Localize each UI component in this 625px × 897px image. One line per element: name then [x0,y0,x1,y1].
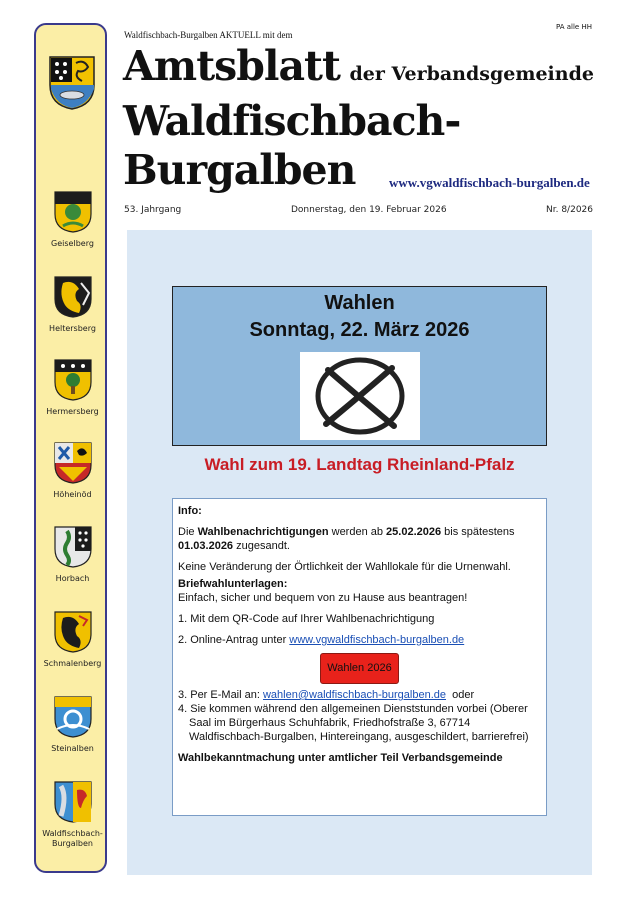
title-line-2: Waldfischbach- [123,97,461,145]
hoeheinoed-crest-icon [53,441,93,485]
volume-label: 53. Jahrgang [124,205,182,215]
ballot-cross-icon [300,352,420,440]
list-item-qr: 1. Mit dem QR-Code auf Ihrer Wahlbenachrichtigung [178,613,435,625]
municipality-heltersberg [36,275,109,334]
info-paragraph-notification [178,525,541,553]
election-heading [173,290,546,344]
list-item-in-person: 4. Sie kommen während den allgemeinen Dienststunden vorbei (Oberer Saal im Bürgerhaus Schuhfabrik, Friedhofstraße 3, 67714 Waldfischbach-Burgalben, Hintereingang, ausgeschildert, barrierefrei) [178,703,529,743]
text: 2. Online-Antrag unter [178,634,290,646]
issue-number: Nr. 8/2026 [546,205,593,215]
municipality-name: Steinalben [51,744,94,753]
email-link[interactable]: wahlen@waldfischbach-burgalben.de [262,689,446,701]
pa-note: PA alle HH [555,23,592,31]
masthead-title [123,42,594,90]
municipality-name: Höheinöd [53,490,92,499]
ballot-image [300,352,420,440]
text: 3. Per E-Mail an: [178,689,263,701]
text: werden ab [328,526,387,538]
header-top-line: Waldfischbach-Burgalben AKTUELL mit dem [124,30,293,40]
municipality-name: Hermersberg [46,407,99,416]
election-subtitle: Wahl zum 19. Landtag Rheinland-Pfalz [204,455,515,474]
list-item-email [178,688,541,702]
text-bold: 25.02.2026 [386,526,442,538]
municipality-waldfischbach-burgalben [36,780,109,849]
municipality-hermersberg [36,358,109,417]
municipality-name: Horbach [55,574,90,583]
sidebar-municipalities [34,23,107,873]
steinalben-crest-icon [53,695,93,739]
text: bis spätestens [441,526,515,538]
municipality-steinalben [36,695,109,754]
info-label: Info: [178,505,202,517]
election-heading-line2: Sonntag, 22. März 2026 [249,319,470,341]
info-box [172,498,547,816]
municipality-name: Heltersberg [49,324,96,333]
schmalenberg-crest-icon [53,610,93,654]
title-verbandsgemeinde: der Verbandsgemeinde [349,63,594,85]
text-bold: Wahlbenachrichtigungen [197,526,329,538]
website-link[interactable]: www.vgwaldfischbach-burgalben.de [389,175,590,190]
text: oder [446,689,475,701]
municipality-hoeheinoed [36,441,109,500]
info-paragraph-locations: Keine Veränderung der Örtlichkeit der Wahllokale für die Urnenwahl. [178,561,511,573]
horbach-crest-icon [53,525,93,569]
list-item-online [178,633,541,647]
election-heading-line1: Wahlen [324,292,395,314]
info-footer: Wahlbekanntmachung unter amtlicher Teil Verbandsgemeinde [178,752,503,764]
wahlen-2026-button[interactable]: Wahlen 2026 [320,653,399,684]
municipality-name: Waldfischbach- Burgalben [42,829,103,848]
municipality-name: Geiselberg [51,239,94,248]
title-line-3: Burgalben [123,146,356,194]
text: Die [178,526,198,538]
issue-date: Donnerstag, den 19. Februar 2026 [291,205,447,215]
election-banner [172,286,547,446]
geiselberg-crest-icon [53,190,93,234]
municipality-horbach [36,525,109,584]
waldfischbach-burgalben-crest-icon [53,780,93,824]
briefwahl-text: Einfach, sicher und bequem von zu Hause aus beantragen! [178,592,468,604]
municipality-name: Schmalenberg [43,659,102,668]
municipality-schmalenberg [36,610,109,669]
hermersberg-crest-icon [53,358,93,402]
heltersberg-crest-icon [53,275,93,319]
text: zugesandt. [233,540,290,552]
municipality-geiselberg [36,190,109,249]
text-bold: 01.03.2026 [178,540,234,552]
title-amtsblatt: Amtsblatt [123,42,340,90]
online-application-link[interactable]: www.vgwaldfischbach-burgalben.de [289,634,465,646]
main-coat-of-arms-icon [48,55,96,111]
briefwahl-heading: Briefwahlunterlagen: [178,578,288,590]
